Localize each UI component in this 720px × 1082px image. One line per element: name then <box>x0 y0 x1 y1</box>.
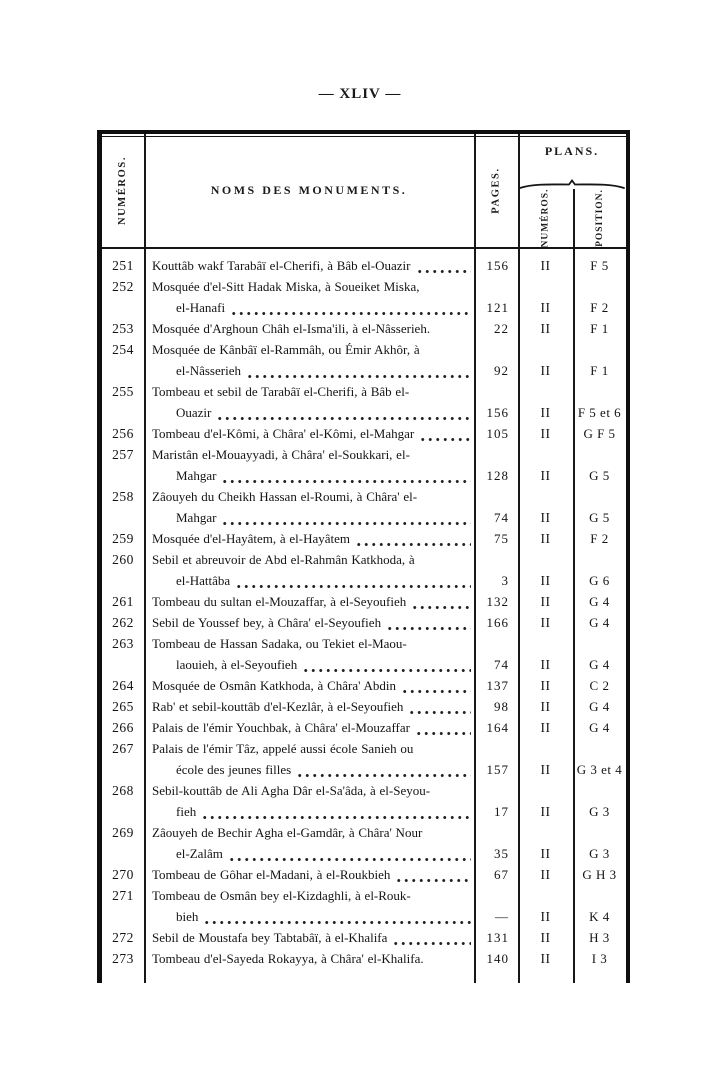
table-row <box>102 738 626 780</box>
row-name <box>144 696 474 717</box>
monument-name-line: Rab' et sebil-kouttâb d'el-Kezlâr, à el-Seyoufieh <box>152 696 474 717</box>
row-numero: 261 <box>112 594 134 609</box>
monument-name-line: Mosquée d'el-Sitt Hadak Miska, à Soueiket Miska, <box>152 279 420 294</box>
monument-name-line: Mosquée de Kânbâï el-Rammâh, ou Émir Akhôr, à <box>152 342 420 357</box>
monument-name-line: Palais de l'émir Tâz, appelé aussi école Sanieh ou <box>152 741 414 756</box>
row-position: G F 5 <box>583 426 616 441</box>
row-plan-numero: II <box>540 573 551 588</box>
monument-name-line: laouieh, à el-Seyoufieh <box>152 654 474 675</box>
row-position: G 5 <box>589 510 610 525</box>
row-plan-numero: II <box>540 678 551 693</box>
row-page: 132 <box>486 594 509 609</box>
row-plan-numero: II <box>540 699 551 714</box>
header-pages <box>474 134 518 247</box>
row-plan-numero: II <box>540 846 551 861</box>
monument-name-line: Maristân el-Mouayyadi, à Châra' el-Soukkari, el- <box>152 447 410 462</box>
row-name <box>144 780 474 822</box>
dot-leader <box>220 517 471 526</box>
monument-name-line: bieh <box>152 906 474 927</box>
row-plan-numero: II <box>540 804 551 819</box>
header-pages-label: PAGES. <box>490 167 502 214</box>
dot-leader <box>220 475 471 484</box>
dot-leader <box>410 601 471 610</box>
row-page: 140 <box>486 951 509 966</box>
table-row <box>102 717 626 738</box>
column-divider <box>474 249 476 983</box>
dot-leader <box>407 706 471 715</box>
table-row <box>102 318 626 339</box>
row-position: I 3 <box>591 951 608 966</box>
row-page: 75 <box>494 531 509 546</box>
row-numero: 255 <box>112 384 134 399</box>
row-numero: 266 <box>112 720 134 735</box>
column-divider <box>518 249 520 983</box>
row-page: 105 <box>486 426 509 441</box>
row-name <box>144 612 474 633</box>
dot-leader <box>295 769 471 778</box>
row-name <box>144 738 474 780</box>
row-name <box>144 822 474 864</box>
row-plan-numero: II <box>540 615 551 630</box>
row-plan-numero: II <box>540 951 551 966</box>
row-position: G 4 <box>589 594 610 609</box>
row-name <box>144 381 474 423</box>
row-plan-numero: II <box>540 405 551 420</box>
row-name <box>144 444 474 486</box>
row-name <box>144 549 474 591</box>
row-position: F 5 et 6 <box>577 405 622 420</box>
table-row <box>102 276 626 318</box>
row-position: G 4 <box>589 615 610 630</box>
table-row <box>102 864 626 885</box>
monument-name-line: Tombeau d'el-Kômi, à Châra' el-Kômi, el-Mahgar <box>152 423 474 444</box>
row-page: 35 <box>494 846 509 861</box>
monument-name-line: Mahgar <box>152 465 474 486</box>
header-plans-numeros-label: NUMÉROS. <box>540 188 551 248</box>
dot-leader <box>385 622 471 631</box>
dot-leader <box>391 937 471 946</box>
row-name <box>144 717 474 738</box>
header-plans-position-label: POSITION. <box>594 189 605 247</box>
row-position: C 2 <box>589 678 610 693</box>
table-row <box>102 381 626 423</box>
row-page: 131 <box>486 930 509 945</box>
row-numero: 270 <box>112 867 134 882</box>
row-position: G 4 <box>589 699 610 714</box>
monument-name-line: el-Hattâba <box>152 570 474 591</box>
table-header <box>102 134 626 249</box>
row-numero: 273 <box>112 951 134 966</box>
row-page: 128 <box>486 468 509 483</box>
row-page: 157 <box>486 762 509 777</box>
dot-leader <box>418 433 471 442</box>
header-numeros <box>102 134 144 247</box>
page-number-folio: — XLIV — <box>318 86 402 102</box>
monument-name-line: Sebil et abreuvoir de Abd el-Rahmân Katkhoda, à <box>152 552 415 567</box>
row-numero: 272 <box>112 930 134 945</box>
monument-name-line: Ouazir <box>152 402 474 423</box>
row-position: G H 3 <box>582 867 617 882</box>
row-name <box>144 927 474 948</box>
row-position: H 3 <box>589 930 610 945</box>
row-page: 98 <box>494 699 509 714</box>
row-numero: 269 <box>112 825 134 840</box>
dot-leader <box>215 412 471 421</box>
monument-name-line: Tombeau et sebil de Tarabâï el-Cherifi, à Bâb el- <box>152 384 410 399</box>
row-page: 17 <box>494 804 509 819</box>
row-plan-numero: II <box>540 510 551 525</box>
row-page: — <box>495 909 509 924</box>
row-plan-numero: II <box>540 300 551 315</box>
row-plan-numero: II <box>540 468 551 483</box>
row-name <box>144 339 474 381</box>
monument-name-line: el-Hanafi <box>152 297 474 318</box>
row-numero: 258 <box>112 489 134 504</box>
row-position: G 3 et 4 <box>576 762 623 777</box>
monument-name-line: Mosquée d'Arghoun Châh el-Isma'ili, à el-Nâsserieh. <box>152 321 431 336</box>
monument-name-line: Tombeau de Gôhar el-Madani, à el-Roukbieh <box>152 864 474 885</box>
table-row <box>102 948 626 969</box>
row-position: F 1 <box>590 363 609 378</box>
monument-name-line: Zâouyeh du Cheikh Hassan el-Roumi, à Châra' el- <box>152 489 418 504</box>
header-plans-position <box>573 189 626 247</box>
row-name <box>144 276 474 318</box>
row-plan-numero: II <box>540 867 551 882</box>
row-position: F 2 <box>590 300 609 315</box>
row-numero: 265 <box>112 699 134 714</box>
monument-name-line: Tombeau d'el-Sayeda Rokayya, à Châra' el-Khalifa. <box>152 951 424 966</box>
row-name <box>144 528 474 549</box>
row-plan-numero: II <box>540 426 551 441</box>
dot-leader <box>227 853 471 862</box>
row-page: 156 <box>486 258 509 273</box>
row-page: 92 <box>494 363 509 378</box>
row-page: 74 <box>494 657 509 672</box>
table-row <box>102 591 626 612</box>
header-noms-label: NOMS DES MONUMENTS. <box>210 183 408 197</box>
row-name <box>144 255 474 276</box>
row-name <box>144 864 474 885</box>
header-plans-group-label: PLANS. <box>544 144 600 158</box>
row-page: 137 <box>486 678 509 693</box>
row-numero: 259 <box>112 531 134 546</box>
monument-name-line: Zâouyeh de Bechir Agha el-Gamdâr, à Châra' Nour <box>152 825 423 840</box>
row-position: G 3 <box>589 846 610 861</box>
row-page: 3 <box>501 573 509 588</box>
monument-name-line: Palais de l'émir Youchbak, à Châra' el-Mouzaffar <box>152 717 474 738</box>
monument-name-line: Mosquée d'el-Hayâtem, à el-Hayâtem <box>152 528 474 549</box>
row-name <box>144 675 474 696</box>
header-noms <box>144 134 474 247</box>
row-plan-numero: II <box>540 909 551 924</box>
row-numero: 253 <box>112 321 134 336</box>
row-page: 22 <box>494 321 509 336</box>
table-row <box>102 696 626 717</box>
row-numero: 264 <box>112 678 134 693</box>
row-page: 156 <box>486 405 509 420</box>
row-position: F 2 <box>590 531 609 546</box>
monument-name-line: Mosquée de Osmân Katkhoda, à Châra' Abdin <box>152 675 474 696</box>
table-row <box>102 927 626 948</box>
row-plan-numero: II <box>540 720 551 735</box>
monument-name-line: Mahgar <box>152 507 474 528</box>
dot-leader <box>200 811 471 820</box>
monument-name-line: Tombeau du sultan el-Mouzaffar, à el-Seyoufieh <box>152 591 474 612</box>
row-position: F 1 <box>590 321 609 336</box>
row-name <box>144 318 474 339</box>
table-row <box>102 423 626 444</box>
row-numero: 257 <box>112 447 134 462</box>
row-numero: 263 <box>112 636 134 651</box>
table-row <box>102 444 626 486</box>
monument-name-line: el-Nâsserieh <box>152 360 474 381</box>
dot-leader <box>414 727 471 736</box>
table-row <box>102 885 626 927</box>
row-numero: 271 <box>112 888 134 903</box>
row-numero: 256 <box>112 426 134 441</box>
row-plan-numero: II <box>540 657 551 672</box>
dot-leader <box>202 916 471 925</box>
monument-name-line: Tombeau de Hassan Sadaka, ou Tekiet el-Maou- <box>152 636 407 651</box>
monument-name-line: Sebil de Youssef bey, à Châra' el-Seyoufieh <box>152 612 474 633</box>
row-page: 166 <box>486 615 509 630</box>
monument-name-line: école des jeunes filles <box>152 759 474 780</box>
row-position: G 5 <box>589 468 610 483</box>
dot-leader <box>229 307 471 316</box>
header-plans-numeros <box>518 189 573 247</box>
row-page: 121 <box>486 300 509 315</box>
row-numero: 260 <box>112 552 134 567</box>
dot-leader <box>394 874 471 883</box>
row-plan-numero: II <box>540 363 551 378</box>
table-row <box>102 822 626 864</box>
monument-name-line: Sebil de Moustafa bey Tabtabâï, à el-Khalifa <box>152 927 474 948</box>
table-row <box>102 675 626 696</box>
dot-leader <box>415 265 472 274</box>
row-position: G 6 <box>589 573 610 588</box>
row-plan-numero: II <box>540 594 551 609</box>
monument-name-line: Kouttâb wakf Tarabâï el-Cherifi, à Bâb el-Ouazir <box>152 255 474 276</box>
monument-name-line: fieh <box>152 801 474 822</box>
row-numero: 252 <box>112 279 134 294</box>
dot-leader <box>400 685 471 694</box>
row-name <box>144 591 474 612</box>
row-position: F 5 <box>590 258 609 273</box>
table-row <box>102 255 626 276</box>
table-row <box>102 486 626 528</box>
table-row <box>102 549 626 591</box>
row-numero: 267 <box>112 741 134 756</box>
table-row <box>102 780 626 822</box>
column-divider <box>573 249 575 983</box>
table-row <box>102 633 626 675</box>
row-numero: 254 <box>112 342 134 357</box>
row-plan-numero: II <box>540 321 551 336</box>
row-name <box>144 633 474 675</box>
row-plan-numero: II <box>540 531 551 546</box>
column-divider <box>144 249 146 983</box>
table-row <box>102 528 626 549</box>
monuments-table <box>97 130 630 983</box>
row-position: G 3 <box>589 804 610 819</box>
row-page: 74 <box>494 510 509 525</box>
row-position: G 4 <box>589 720 610 735</box>
table-body <box>102 249 626 983</box>
row-numero: 251 <box>112 258 134 273</box>
row-name <box>144 885 474 927</box>
row-numero: 262 <box>112 615 134 630</box>
monument-name-line: Tombeau de Osmân bey el-Kizdaghli, à el-Rouk- <box>152 888 411 903</box>
dot-leader <box>354 538 471 547</box>
dot-leader <box>301 664 471 673</box>
dot-leader <box>245 370 471 379</box>
monument-name-line: el-Zalâm <box>152 843 474 864</box>
row-page: 67 <box>494 867 509 882</box>
row-plan-numero: II <box>540 258 551 273</box>
table-row <box>102 339 626 381</box>
row-plan-numero: II <box>540 930 551 945</box>
row-plan-numero: II <box>540 762 551 777</box>
row-page: 164 <box>486 720 509 735</box>
row-name <box>144 486 474 528</box>
dot-leader <box>234 580 471 589</box>
table-row <box>102 612 626 633</box>
row-numero: 268 <box>112 783 134 798</box>
row-position: K 4 <box>589 909 610 924</box>
row-position: G 4 <box>589 657 610 672</box>
monument-name-line: Sebil-kouttâb de Ali Agha Dâr el-Sa'âda, à el-Seyou- <box>152 783 431 798</box>
row-name <box>144 423 474 444</box>
header-numeros-label: NUMÉROS. <box>117 155 129 226</box>
row-name <box>144 948 474 969</box>
